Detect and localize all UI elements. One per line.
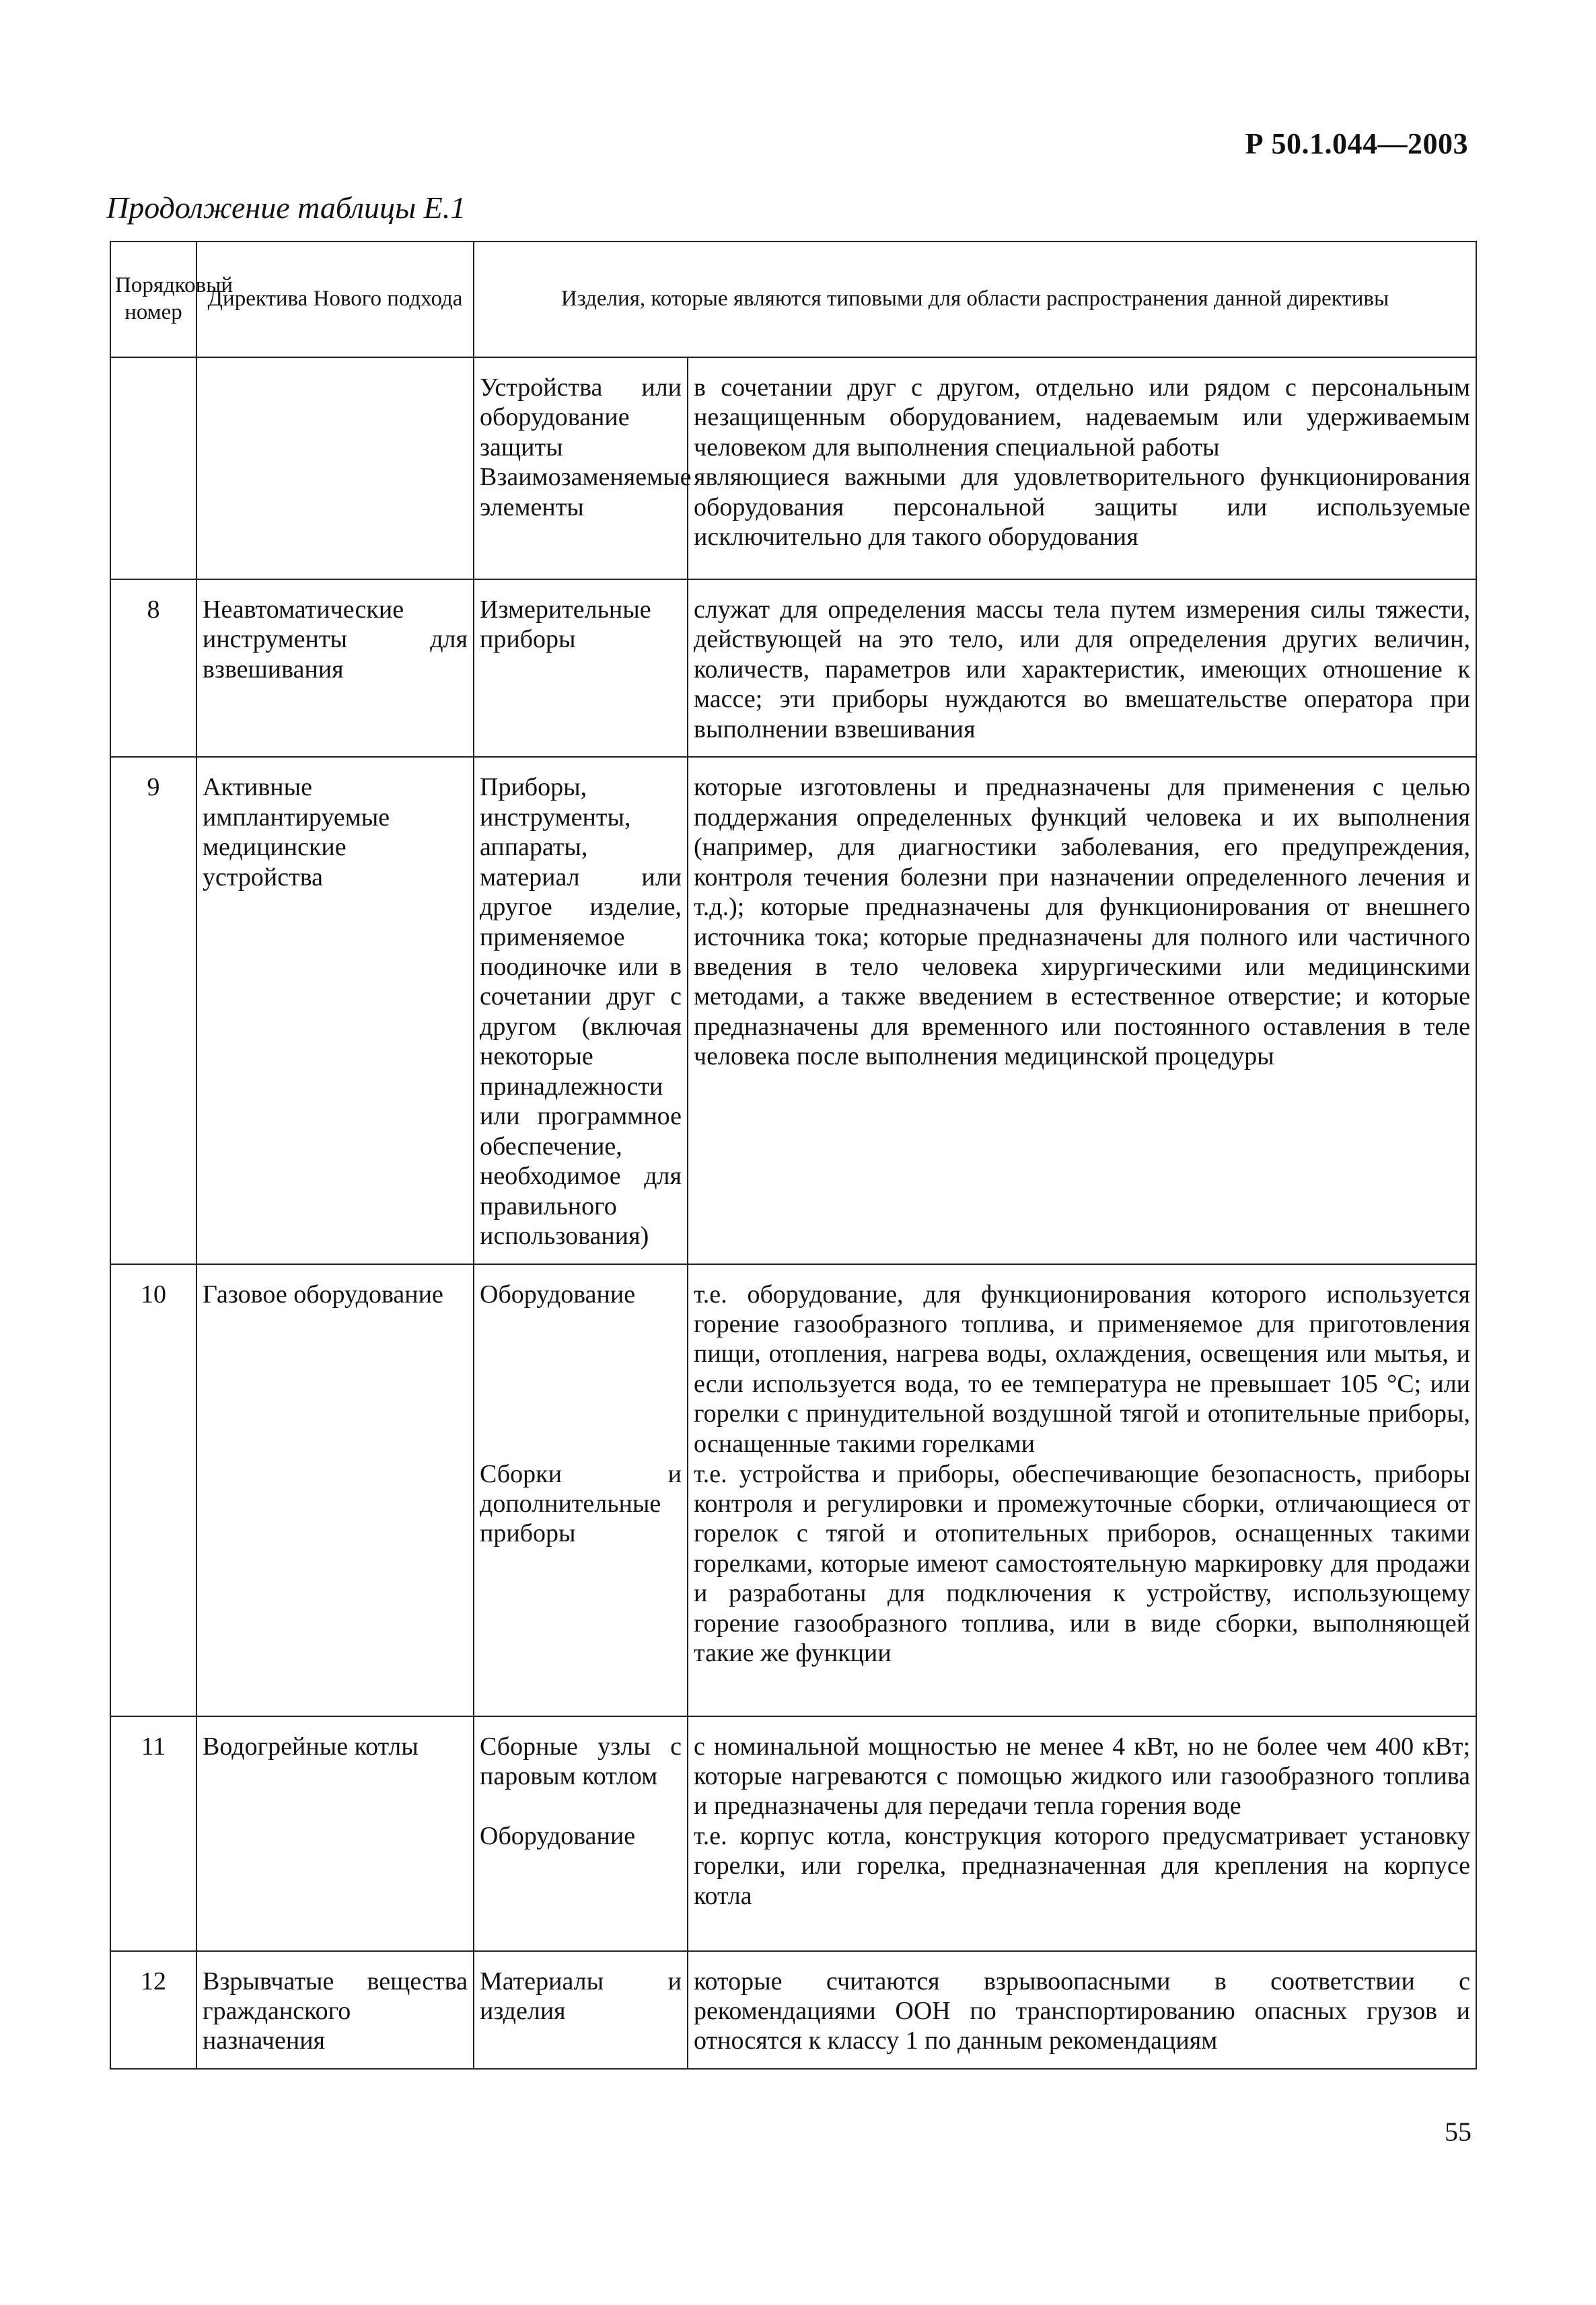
table-body: [110, 357, 1476, 2069]
product-description: т.е. корпус котла, конструкция которого предусматривает установку горелки, или горелка, предназначенная для крепления на корпусе котла: [694, 1821, 1471, 1910]
row-product-types: [474, 357, 692, 579]
product-type: Оборудование: [480, 1821, 636, 1850]
row-number: 10: [110, 1264, 196, 1716]
table-row: [110, 757, 1476, 1264]
table-row: [110, 357, 1476, 579]
product-description: т.е. устройства и приборы, обеспечивающие безопасность, приборы контроля и регулировки и промежуточные сборки, отличающиеся от горелок с тягой и отопительных приборов, оснащенных такими горелками, которые имеют самостоятельную маркировку для продажи и разработаны для подключения к устройству, использующему горение газообразного топлива, или в виде сборки, выполняющей такие же функции: [694, 1459, 1471, 1668]
table-row: [110, 1264, 1476, 1716]
row-product-descriptions: [688, 757, 1476, 1264]
row-directive: Газовое оборудование: [196, 1264, 474, 1716]
product-description: в сочетании друг с другом, отдельно или рядом с персональным незащищенным оборудованием, надеваемым или удерживаемым человеком для выполнения специальной работы: [694, 373, 1471, 462]
table-header-row: [110, 242, 1476, 357]
row-directive: Взрывчатые вещества гражданского назначения: [196, 1951, 474, 2069]
row-product-types: [474, 1264, 688, 1716]
product-type: Приборы, инструменты, аппараты, материал или другое изделие, применяемое поодиночке или в сочетании друг с другом (включая некоторые принадлежности или программное обеспечение, необходимое для правильного использования): [480, 773, 682, 1251]
row-directive: Неавтоматические инструменты для взвешивания: [196, 579, 474, 757]
row-product-descriptions: [688, 1951, 1476, 2069]
product-type: Сборки и дополнительные приборы: [480, 1459, 682, 1548]
table-row: [110, 1951, 1476, 2069]
product-type: Сборные узлы с паровым котлом: [480, 1732, 682, 1790]
row-product-descriptions: [688, 1264, 1476, 1716]
document-code: Р 50.1.044—2003: [1245, 127, 1468, 160]
product-type: Взаимозаменяемые элементы: [480, 463, 692, 521]
product-description: которые считаются взрывоопасными в соответствии с рекомендациями ООН по транспортированию опасных грузов и относятся к классу 1 по данным рекомендациям: [694, 1967, 1471, 2055]
product-description: с номинальной мощностью не менее 4 кВт, но не более чем 400 кВт; которые нагреваются с помощью жидкого или газообразного топлива и предназначены для передачи тепла горения воде: [694, 1732, 1471, 1821]
row-number: 8: [110, 579, 196, 757]
row-product-descriptions: [688, 1716, 1476, 1951]
table-row: [110, 579, 1476, 757]
product-type: Материалы и изделия: [480, 1967, 682, 2025]
row-product-types: [474, 1951, 688, 2069]
product-description: являющиеся важными для удовлетворительного функционирования оборудования персональной защиты или используемые исключительно для такого оборудования: [694, 463, 1471, 552]
row-product-descriptions: [688, 357, 1476, 579]
product-type: Устройства или оборудование защиты: [480, 373, 682, 462]
row-number: [110, 357, 196, 579]
row-product-descriptions: [688, 579, 1476, 757]
row-product-types: [474, 579, 688, 757]
product-description: которые изготовлены и предназначены для применения с целью поддержания определенных функций человека и их выполнения (например, для диагностики заболевания, его предупреждения, контроля течения болезни при назначении определенного лечения и т.д.); которые предназначены для функционирования от внешнего источника тока; которые предназначены для полного или частичного введения в тело человека хирургическими или медицинскими методами, а также введением в естественное отверстие; и которые предназначены для временного или постоянного оставления в теле человека после выполнения медицинской процедуры: [694, 773, 1471, 1071]
table-caption: Продолжение таблицы Е.1: [106, 190, 466, 225]
page-number: 55: [1445, 2117, 1472, 2147]
product-description: служат для определения массы тела путем измерения силы тяжести, действующей на это тело, или для определения других величин, количеств, параметров или характеристик, имеющих отношение к массе; эти приборы нуждаются во вмешательстве оператора при выполнении взвешивания: [694, 595, 1471, 743]
product-description: т.е. оборудование, для функционирования которого используется горение газообразного топлива, и применяемое для приготовления пищи, отопления, нагрева воды, охлаждения, освещения или мытья, и если используется вода, то ее температура не превышает 105 °С; или горелки с принудительной воздушной тягой и отопительные приборы, оснащенные такими горелками: [694, 1280, 1471, 1458]
column-header-directive: Директива Нового подхода: [196, 242, 474, 357]
row-directive: Водогрейные котлы: [196, 1716, 474, 1951]
row-number: 11: [110, 1716, 196, 1951]
row-directive: [196, 357, 474, 579]
row-product-types: [474, 757, 688, 1264]
row-directive: Активные имплантируемые медицинские устройства: [196, 757, 474, 1264]
column-header-number: Порядковый номер: [110, 242, 196, 357]
product-type: Измерительные приборы: [480, 595, 651, 654]
directives-table: [110, 241, 1477, 2070]
row-product-types: [474, 1716, 688, 1951]
row-number: 12: [110, 1951, 196, 2069]
product-type: Оборудование: [480, 1280, 636, 1309]
column-header-products: Изделия, которые являются типовыми для области распространения данной директивы: [474, 242, 1476, 357]
table-row: [110, 1716, 1476, 1951]
row-number: 9: [110, 757, 196, 1264]
